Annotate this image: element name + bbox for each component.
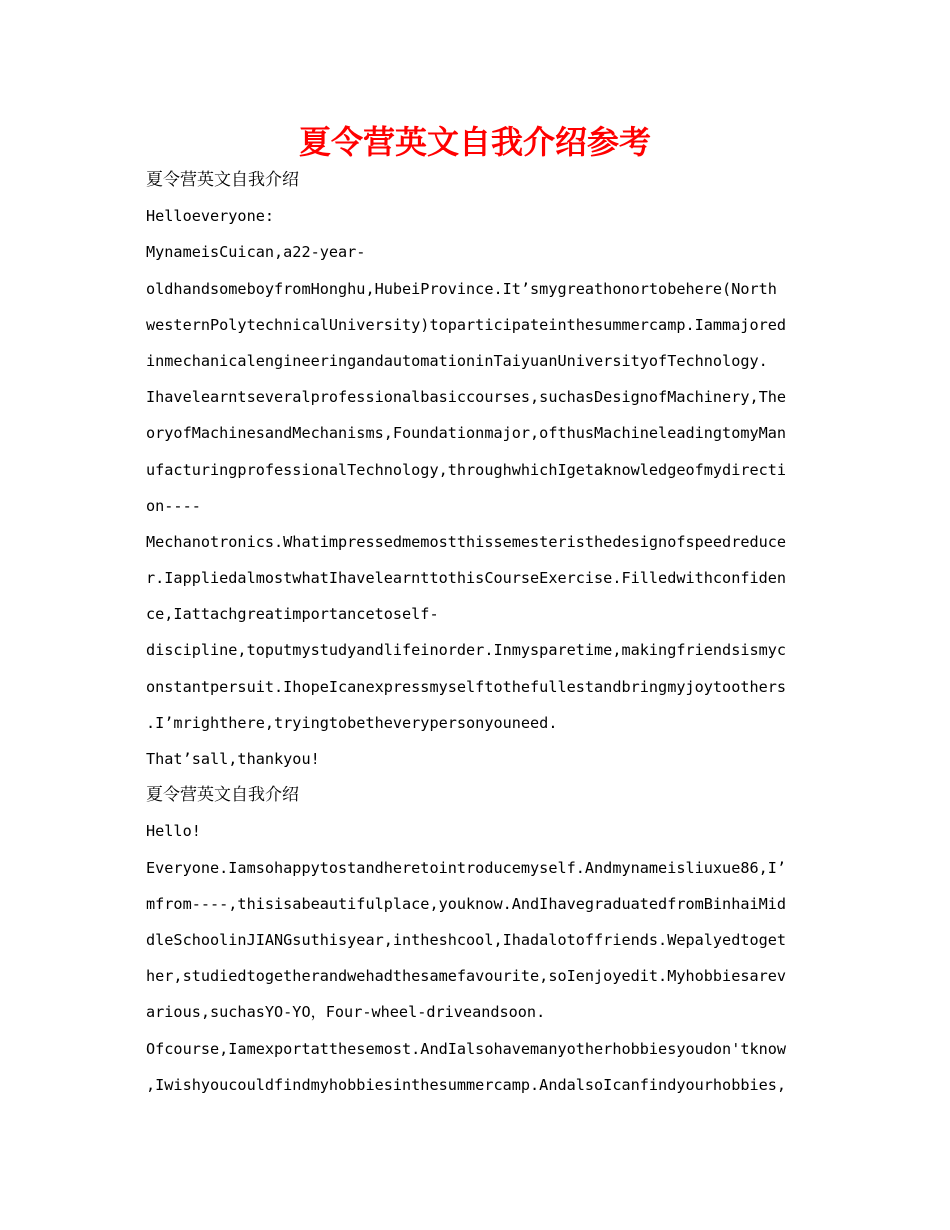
text-line: That’sall,thankyou! <box>146 750 320 768</box>
text-line: Everyone.Iamsohappytostandheretointroducemyself.Andmynameisliuxue86,I’ <box>146 858 787 877</box>
text-line: on---- <box>146 496 201 515</box>
text-line: oryofMachinesandMechanisms,Foundationmajor,ofthusMachineleadingtomyMan <box>146 424 787 443</box>
text-line: Ofcourse,Iamexportatthesemost.AndIalsohavemanyotherhobbiesyoudon'tknow <box>146 1039 787 1058</box>
text-line: oldhandsomeboyfromHonghu,HubeiProvince.It’smygreathonortobehere(North <box>146 279 777 298</box>
text-line: dleSchoolinJIANGsuthisyear,intheshcool,Ihadalotoffriends.Wepalyedtoget <box>146 930 787 949</box>
section-heading: 夏令营英文自我介绍 <box>146 785 299 806</box>
text-line: discipline,toputmystudyandlifeinorder.Inmysparetime,makingfriendsismyc <box>146 641 787 660</box>
text-line: inmechanicalengineeringandautomationinTaiyuanUniversityofTechnology. <box>146 351 768 370</box>
text-line: westernPolytechnicalUniversity)toparticipateinthesummercamp.Iammajored <box>146 315 787 334</box>
section-heading: 夏令营英文自我介绍 <box>146 170 299 190</box>
text-line: Hello! <box>146 822 201 841</box>
text-line: Ihavelearntseveralprofessionalbasiccourses,suchasDesignofMachinery,The <box>146 388 787 407</box>
text-line: mfrom----,thisisabeautifulplace,youknow.AndIhavegraduatedfromBinhaiMid <box>146 894 787 913</box>
text-line: onstantpersuit.IhopeIcanexpressmyselftothefullestandbringmyjoytoothers <box>146 677 787 696</box>
text-line: .I’mrighthere,tryingtobetheverypersonyouneed. <box>146 713 558 732</box>
text-line: MynameisCuican,a22-year- <box>146 243 366 262</box>
text-line: ,Iwishyoucouldfindmyhobbiesinthesummercamp.AndalsoIcanfindyourhobbies, <box>146 1075 787 1094</box>
text-line: Helloeveryone: <box>146 207 275 226</box>
text-line: arious,suchasYO-YO，Four-wheel-driveandsoon. <box>146 1003 546 1022</box>
document-title: 夏令营英文自我介绍参考 <box>298 123 651 161</box>
text-line: Mechanotronics.Whatimpressedmemostthissemesteristhedesignofspeedreduce <box>146 532 787 551</box>
text-line: her,studiedtogetherandwehadthesamefavourite,soIenjoyedit.Myhobbiesarev <box>146 967 787 986</box>
text-line: ce,Iattachgreatimportancetoself- <box>146 605 439 624</box>
text-line: r.IappliedalmostwhatIhavelearnttothisCourseExercise.Filledwithconfiden <box>146 569 787 588</box>
document-body <box>146 162 802 1103</box>
text-line: ufacturingprofessionalTechnology,throughwhichIgetaknowledgeofmydirecti <box>146 460 787 479</box>
